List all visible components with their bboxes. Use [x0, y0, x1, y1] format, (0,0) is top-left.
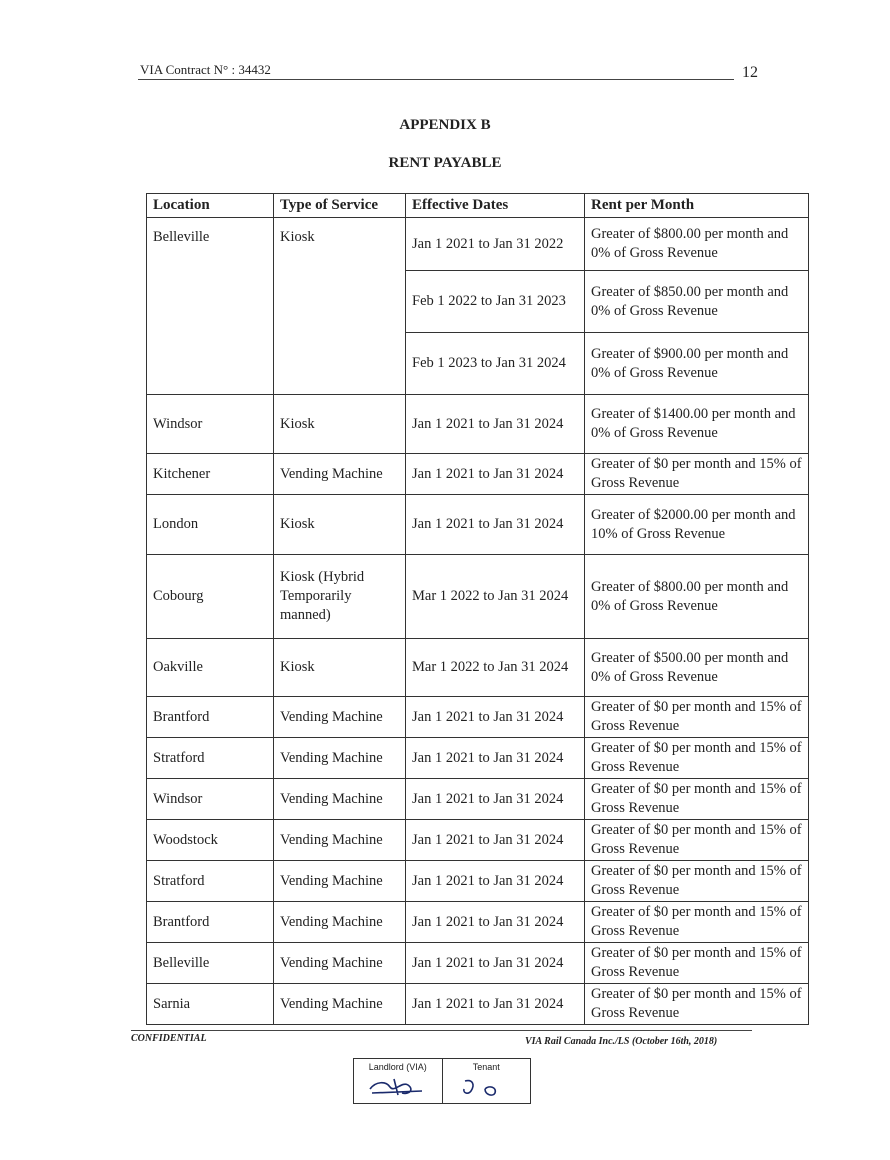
- footer-company: VIA Rail Canada Inc./LS (October 16th, 2018): [525, 1036, 718, 1047]
- dates-cell: Feb 1 2023 to Jan 31 2024: [406, 333, 585, 395]
- table-row: [147, 218, 809, 271]
- dates-cell: Jan 1 2021 to Jan 31 2024: [406, 495, 585, 555]
- rent-cell: Greater of $800.00 per month and 0% of Gross Revenue: [585, 218, 809, 271]
- rent-cell: Greater of $900.00 per month and 0% of Gross Revenue: [585, 333, 809, 395]
- table-row: [147, 943, 809, 984]
- service-cell: Kiosk (Hybrid Temporarily manned): [274, 555, 406, 639]
- table-row: [147, 861, 809, 902]
- tenant-initials-signature-icon: [453, 1075, 519, 1099]
- table-row: [147, 697, 809, 738]
- dates-cell: Jan 1 2021 to Jan 31 2024: [406, 902, 585, 943]
- tenant-label: Tenant: [472, 1062, 500, 1072]
- table-row: [147, 395, 809, 454]
- column-header: Location: [147, 194, 274, 218]
- rent-cell: Greater of $850.00 per month and 0% of Gross Revenue: [585, 271, 809, 333]
- rent-cell: Greater of $2000.00 per month and 10% of Gross Revenue: [585, 495, 809, 555]
- confidential-label: CONFIDENTIAL: [131, 1033, 207, 1044]
- location-cell: Sarnia: [147, 984, 274, 1025]
- service-cell: Kiosk: [274, 639, 406, 697]
- location-cell: Brantford: [147, 902, 274, 943]
- landlord-signature-cell: [354, 1059, 442, 1103]
- dates-cell: Mar 1 2022 to Jan 31 2024: [406, 639, 585, 697]
- table-row: [147, 555, 809, 639]
- table-row: [147, 820, 809, 861]
- location-cell: Oakville: [147, 639, 274, 697]
- section-title: RENT PAYABLE: [388, 155, 502, 171]
- service-cell: Vending Machine: [274, 697, 406, 738]
- landlord-label: Landlord (VIA): [368, 1062, 427, 1072]
- rent-cell: Greater of $0 per month and 15% of Gross Revenue: [585, 861, 809, 902]
- location-cell: Belleville: [147, 218, 274, 395]
- dates-cell: Jan 1 2021 to Jan 31 2024: [406, 697, 585, 738]
- column-header: Rent per Month: [585, 194, 809, 218]
- table-header-row: [147, 194, 809, 218]
- service-cell: Vending Machine: [274, 454, 406, 495]
- dates-cell: Jan 1 2021 to Jan 31 2024: [406, 738, 585, 779]
- service-cell: Kiosk: [274, 218, 406, 395]
- dates-cell: Feb 1 2022 to Jan 31 2023: [406, 271, 585, 333]
- dates-cell: Mar 1 2022 to Jan 31 2024: [406, 555, 585, 639]
- dates-cell: Jan 1 2021 to Jan 31 2022: [406, 218, 585, 271]
- table-row: [147, 779, 809, 820]
- table-row: [147, 902, 809, 943]
- location-cell: Kitchener: [147, 454, 274, 495]
- service-cell: Kiosk: [274, 495, 406, 555]
- service-cell: Vending Machine: [274, 984, 406, 1025]
- service-cell: Vending Machine: [274, 738, 406, 779]
- service-cell: Vending Machine: [274, 861, 406, 902]
- service-cell: Vending Machine: [274, 943, 406, 984]
- table-row: [147, 495, 809, 555]
- table-row: [147, 454, 809, 495]
- location-cell: Windsor: [147, 395, 274, 454]
- rent-table: [146, 193, 809, 1025]
- page-number: 12: [742, 64, 758, 81]
- dates-cell: Jan 1 2021 to Jan 31 2024: [406, 779, 585, 820]
- service-cell: Kiosk: [274, 395, 406, 454]
- column-header: Type of Service: [274, 194, 406, 218]
- footer-rule: [131, 1030, 752, 1031]
- location-cell: Stratford: [147, 861, 274, 902]
- signature-box: [353, 1058, 531, 1104]
- table-row: [147, 738, 809, 779]
- location-cell: Brantford: [147, 697, 274, 738]
- dates-cell: Jan 1 2021 to Jan 31 2024: [406, 395, 585, 454]
- location-cell: Belleville: [147, 943, 274, 984]
- rent-cell: Greater of $0 per month and 15% of Gross Revenue: [585, 943, 809, 984]
- rent-cell: Greater of $800.00 per month and 0% of Gross Revenue: [585, 555, 809, 639]
- landlord-initials-signature-icon: [364, 1075, 430, 1099]
- location-cell: London: [147, 495, 274, 555]
- rent-cell: Greater of $0 per month and 15% of Gross Revenue: [585, 697, 809, 738]
- contract-number: VIA Contract N° : 34432: [140, 62, 271, 77]
- location-cell: Woodstock: [147, 820, 274, 861]
- table-row: [147, 639, 809, 697]
- dates-cell: Jan 1 2021 to Jan 31 2024: [406, 984, 585, 1025]
- rent-cell: Greater of $500.00 per month and 0% of Gross Revenue: [585, 639, 809, 697]
- tenant-signature-cell: [442, 1059, 531, 1103]
- appendix-title: APPENDIX B: [399, 117, 491, 133]
- service-cell: Vending Machine: [274, 820, 406, 861]
- rent-cell: Greater of $0 per month and 15% of Gross Revenue: [585, 820, 809, 861]
- location-cell: Stratford: [147, 738, 274, 779]
- dates-cell: Jan 1 2021 to Jan 31 2024: [406, 861, 585, 902]
- location-cell: Windsor: [147, 779, 274, 820]
- dates-cell: Jan 1 2021 to Jan 31 2024: [406, 820, 585, 861]
- rent-cell: Greater of $0 per month and 15% of Gross Revenue: [585, 738, 809, 779]
- table-row: [147, 984, 809, 1025]
- service-cell: Vending Machine: [274, 779, 406, 820]
- header-rule: [138, 79, 734, 80]
- column-header: Effective Dates: [406, 194, 585, 218]
- location-cell: Cobourg: [147, 555, 274, 639]
- rent-cell: Greater of $0 per month and 15% of Gross Revenue: [585, 454, 809, 495]
- rent-cell: Greater of $1400.00 per month and 0% of Gross Revenue: [585, 395, 809, 454]
- dates-cell: Jan 1 2021 to Jan 31 2024: [406, 454, 585, 495]
- service-cell: Vending Machine: [274, 902, 406, 943]
- dates-cell: Jan 1 2021 to Jan 31 2024: [406, 943, 585, 984]
- rent-cell: Greater of $0 per month and 15% of Gross Revenue: [585, 902, 809, 943]
- rent-cell: Greater of $0 per month and 15% of Gross Revenue: [585, 779, 809, 820]
- rent-cell: Greater of $0 per month and 15% of Gross Revenue: [585, 984, 809, 1025]
